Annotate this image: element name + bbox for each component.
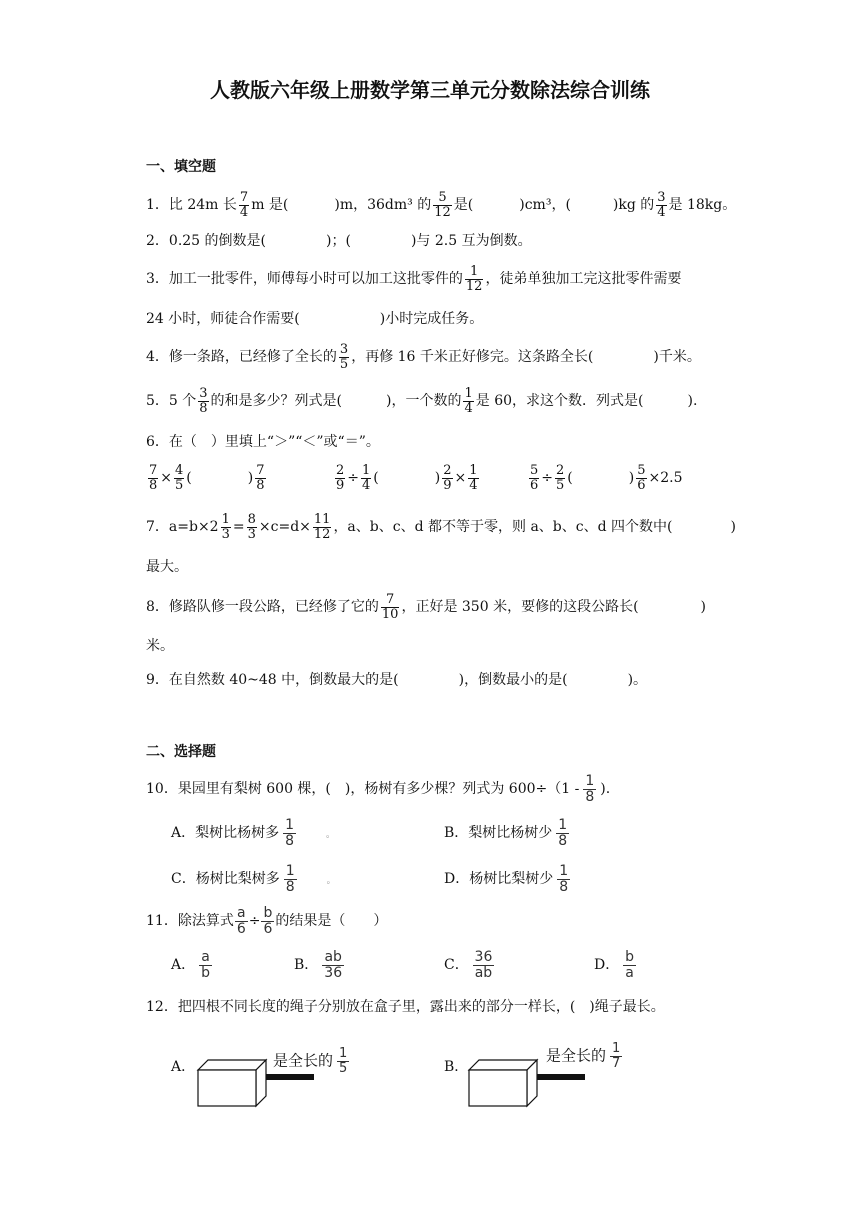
fraction: $\frac{1}{8}$ bbox=[285, 863, 295, 895]
q5-text: 5．5 个 bbox=[146, 393, 197, 410]
operator: × bbox=[454, 470, 467, 487]
q3-text: 24 小时，师徒合作需要( bbox=[146, 311, 300, 327]
q11-option-d[interactable] bbox=[594, 950, 640, 980]
q9-text: )。 bbox=[627, 672, 648, 688]
q10-text: 10．果园里有梨树 600 棵，( )，杨树有多少棵？列式为 600÷（1 - bbox=[146, 781, 580, 798]
q2-text: )；( bbox=[326, 233, 351, 249]
q3-text: )小时完成任务。 bbox=[379, 311, 484, 327]
q10-option-b[interactable] bbox=[444, 818, 573, 848]
q1-text: 是 18kg。 bbox=[668, 197, 737, 214]
q6-expression-1 bbox=[146, 464, 268, 492]
section-choice: 二、选择题 bbox=[146, 744, 216, 760]
fraction: $\frac{4}{5}$ bbox=[175, 463, 184, 493]
question-1 bbox=[146, 191, 736, 219]
option-label: D．杨树比梨树少 bbox=[444, 871, 554, 888]
operator: ÷ bbox=[541, 470, 554, 487]
fraction: $\frac{3}{4}$ bbox=[657, 190, 666, 220]
question-3-line2 bbox=[146, 312, 483, 326]
q5-text: 是 60，求这个数．列式是( bbox=[475, 393, 644, 410]
q8-text: 8．修路队修一段公路，已经修了它的 bbox=[146, 599, 379, 616]
question-5 bbox=[146, 387, 697, 415]
dot: 。 bbox=[326, 876, 336, 887]
fraction: $\frac{1}{8}$ bbox=[558, 817, 568, 849]
operator: ×2.5 bbox=[648, 470, 683, 487]
question-3 bbox=[146, 265, 681, 293]
fraction: $\frac{b}{a}$ bbox=[625, 949, 634, 981]
q7-text: ) bbox=[730, 519, 736, 536]
fraction: $\frac{2}{5}$ bbox=[556, 463, 565, 493]
q4-text: ，再修 16 千米正好修完。这条路全长( bbox=[351, 349, 594, 366]
option-label: A． bbox=[171, 957, 196, 974]
q6-expression-3 bbox=[527, 464, 683, 492]
fraction: $\frac{7}{8}$ bbox=[256, 463, 265, 493]
q11-text: 的结果是（ ） bbox=[275, 913, 388, 930]
q1-text: )m，36dm³ 的 bbox=[334, 197, 432, 214]
q4-text: 4．修一条路，已经修了全长的 bbox=[146, 349, 337, 366]
fraction: $\frac{1}{3}$ bbox=[221, 512, 230, 542]
fraction: $\frac{7}{8}$ bbox=[149, 463, 158, 493]
q7-text: ，a、b、c、d 都不等于零，则 a、b、c、d 四个数中( bbox=[333, 519, 673, 536]
option-label: C．杨树比梨树多 bbox=[171, 871, 280, 888]
fraction: $\frac{ab}{36}$ bbox=[324, 949, 343, 981]
fraction: $\frac{5}{12}$ bbox=[434, 190, 451, 220]
q8-text: ) bbox=[700, 599, 707, 616]
fraction: $\frac{1}{8}$ bbox=[559, 863, 569, 895]
fraction: $\frac{1}{5}$ bbox=[339, 1046, 348, 1076]
fraction: $\frac{b}{6}$ bbox=[263, 905, 273, 937]
question-4 bbox=[146, 343, 701, 371]
q1-text: 1．比 24m 长 bbox=[146, 197, 237, 214]
option-label: C． bbox=[444, 957, 469, 974]
q7-text: = bbox=[232, 519, 245, 536]
question-11 bbox=[146, 906, 387, 936]
fraction: $\frac{1}{4}$ bbox=[362, 463, 371, 493]
q3-text: 3．加工一批零件，师傅每小时可以加工这批零件的 bbox=[146, 271, 463, 288]
operator: × bbox=[160, 470, 173, 487]
operator: ÷ bbox=[248, 913, 261, 930]
q1-text: 是( bbox=[453, 197, 474, 214]
paren: ) bbox=[247, 470, 254, 487]
q12-option-b-label[interactable]: B． bbox=[444, 1059, 469, 1075]
q10-text: ). bbox=[600, 781, 611, 798]
question-9 bbox=[146, 673, 647, 687]
question-7-line2: 最大。 bbox=[146, 559, 188, 575]
caption-text: 是全长的 bbox=[273, 1051, 334, 1070]
q11-text: 11．除法算式 bbox=[146, 913, 234, 930]
fraction: $\frac{3}{5}$ bbox=[339, 342, 349, 372]
q5-text: ). bbox=[687, 393, 698, 410]
paren: ) bbox=[434, 470, 441, 487]
fraction: $\frac{1}{8}$ bbox=[585, 773, 595, 805]
q1-text: m 是( bbox=[251, 197, 289, 214]
q5-text: 的和是多少？列式是( bbox=[210, 393, 343, 410]
q9-text: 9．在自然数 40~48 中，倒数最大的是( bbox=[146, 672, 399, 688]
q10-option-c[interactable] bbox=[171, 864, 336, 894]
q11-option-a[interactable] bbox=[171, 950, 216, 980]
fraction: $\frac{1}{8}$ bbox=[285, 817, 295, 849]
paren: ( bbox=[186, 470, 192, 487]
fraction: $\frac{a}{b}$ bbox=[201, 949, 211, 981]
q5-text: )，一个数的 bbox=[386, 393, 462, 410]
question-12: 12．把四根不同长度的绳子分别放在盒子里，露出来的部分一样长，( )绳子最长。 bbox=[146, 999, 665, 1015]
q8-text: ，正好是 350 米，要修的这段公路长( bbox=[401, 599, 639, 616]
q2-text: )与 2.5 互为倒数。 bbox=[410, 233, 532, 249]
fraction: $\frac{5}{6}$ bbox=[530, 463, 539, 493]
fraction: $\frac{11}{12}$ bbox=[313, 512, 331, 542]
paren: ) bbox=[628, 470, 635, 487]
option-label: B． bbox=[294, 957, 319, 974]
fraction: $\frac{1}{12}$ bbox=[465, 264, 483, 294]
q4-text: )千米。 bbox=[653, 349, 701, 366]
q10-option-a[interactable] bbox=[171, 818, 335, 848]
q2-text: 2．0.25 的倒数是( bbox=[146, 233, 266, 249]
question-2 bbox=[146, 234, 532, 248]
option-label: D． bbox=[594, 957, 620, 974]
q12-a-caption bbox=[273, 1047, 353, 1075]
q12-option-a-label[interactable]: A． bbox=[171, 1059, 196, 1075]
fraction: $\frac{a}{6}$ bbox=[236, 905, 246, 937]
q7-text: ×c=d× bbox=[258, 519, 311, 536]
dot: 。 bbox=[326, 830, 336, 841]
caption-text: 是全长的 bbox=[546, 1046, 607, 1065]
q11-option-b[interactable] bbox=[294, 950, 348, 980]
question-6: 6．在（ ）里填上“＞”“＜”或“＝”。 bbox=[146, 434, 380, 450]
page-title: 人教版六年级上册数学第三单元分数除法综合训练 bbox=[210, 78, 650, 102]
q3-text: ，徒弟单独加工完这批零件需要 bbox=[485, 271, 682, 288]
q11-option-c[interactable] bbox=[444, 950, 498, 980]
q6-expression-2 bbox=[333, 464, 481, 492]
q1-text: )cm³，( bbox=[519, 197, 571, 214]
q9-text: )，倒数最小的是( bbox=[458, 672, 568, 688]
section-fill-in: 一、填空题 bbox=[146, 159, 216, 175]
operator: ÷ bbox=[347, 470, 360, 487]
question-8-line2: 米。 bbox=[146, 638, 174, 654]
fraction: $\frac{7}{4}$ bbox=[239, 190, 249, 220]
q12-b-caption bbox=[546, 1042, 626, 1070]
q10-option-d[interactable] bbox=[444, 864, 574, 894]
paren: ( bbox=[567, 470, 573, 487]
option-label: B．梨树比杨树少 bbox=[444, 825, 553, 842]
q7-text: 7．a=b×2 bbox=[146, 519, 219, 536]
fraction: $\frac{1}{7}$ bbox=[612, 1041, 621, 1071]
fraction: $\frac{2}{9}$ bbox=[443, 463, 452, 493]
fraction: $\frac{8}{3}$ bbox=[247, 512, 256, 542]
fraction: $\frac{7}{10}$ bbox=[381, 592, 399, 622]
fraction: $\frac{2}{9}$ bbox=[336, 463, 345, 493]
fraction: $\frac{36}{ab}$ bbox=[474, 949, 493, 981]
option-label: A．梨树比杨树多 bbox=[171, 825, 280, 842]
question-8 bbox=[146, 593, 706, 621]
question-10 bbox=[146, 774, 610, 804]
fraction: $\frac{1}{4}$ bbox=[469, 463, 478, 493]
question-7 bbox=[146, 513, 736, 541]
fraction: $\frac{1}{4}$ bbox=[464, 386, 473, 416]
paren: ( bbox=[373, 470, 379, 487]
fraction: $\frac{5}{6}$ bbox=[637, 463, 646, 493]
fraction: $\frac{3}{8}$ bbox=[199, 386, 208, 416]
q1-text: )kg 的 bbox=[612, 197, 655, 214]
